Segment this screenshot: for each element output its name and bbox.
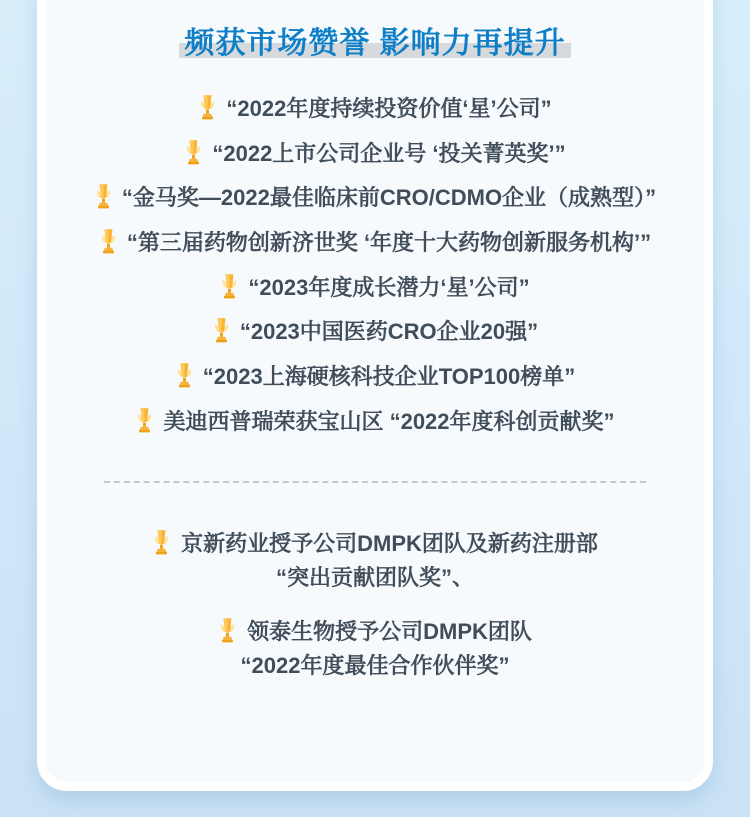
honor-line [241,647,510,681]
trophy-icon [184,139,203,166]
trophy-icon [135,407,154,434]
award-text: “第三届药物创新济世奖 ‘年度十大药物创新服务机构’” [126,229,652,255]
trophy-icon [94,183,113,210]
award-text: “2023年度成长潜力‘星’公司” [248,274,530,300]
honor-line [276,559,474,593]
honor-line [218,613,532,647]
award-item [38,308,712,353]
trophy-icon [212,317,231,344]
award-item [38,398,712,443]
honor-text: “突出贡献团队奖”、 [275,564,474,590]
award-item [38,130,712,175]
award-text: “2023上海硬核科技企业TOP100榜单” [202,363,576,389]
dashed-divider [104,481,646,483]
award-list [38,85,712,443]
trophy-icon [198,94,217,121]
award-text: “2022年度持续投资价值‘星’公司” [226,95,552,121]
honor-line [152,525,598,559]
award-item [38,85,712,130]
trophy-icon [218,617,237,644]
award-item [38,353,712,398]
page-title-wrap [0,26,750,62]
trophy-icon [175,362,194,389]
award-item [38,174,712,219]
award-item [38,264,712,309]
award-item [38,219,712,264]
page-title: 频获市场赞誉 影响力再提升 [184,27,566,60]
team-honor-entry [0,525,750,593]
honor-text: “2022年度最佳合作伙伴奖” [240,652,510,678]
trophy-icon [152,529,171,556]
team-honor-entry [0,613,750,681]
award-text: “2023中国医药CRO企业20强” [239,319,539,345]
honor-text: 京新药业授予公司DMPK团队及新药注册部 [181,530,598,556]
award-text: “2022上市公司企业号 ‘投关菁英奖’” [212,140,566,166]
trophy-icon [99,228,118,255]
award-text: “金马奖—2022最佳临床前CRO/CDMO企业（成熟型）” [121,185,657,211]
honor-text: 领泰生物授予公司DMPK团队 [247,618,532,644]
trophy-icon [220,273,239,300]
award-text: 美迪西普瑞荣获宝山区 “2022年度科创贡献奖” [163,408,615,434]
